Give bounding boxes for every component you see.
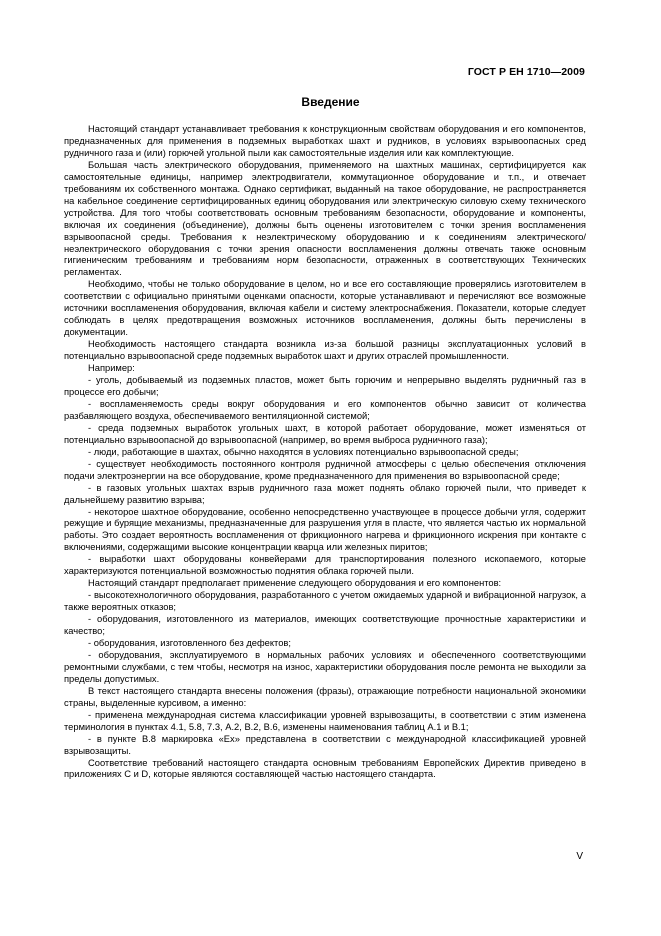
list-item: - люди, работающие в шахтах, обычно находятся в условиях потенциально взрывоопасной среды; [88,446,519,457]
section-title: Введение [301,95,360,109]
list-item: - применена международная система классификации уровней взрывозащиты, в соответствии с этим изменена терминология в пунктах 4.1, 5.8, 7.3, А.2, В.2, В.6, изменены наименования таблиц А.1 и В.1; [64,709,586,732]
paragraph: Настоящий стандарт предполагает применение следующего оборудования и его компонентов: [88,578,502,589]
paragraph: Настоящий стандарт устанавливает требования к конструкционным свойствам оборудования и его компонентов, предназначенных для применения в подземных выработках шахт и рудников, в условиях взрывоопасных сред рудничного газа и (или) горючей угольной пыли как самостоятельные изделия или как комплектующие. [64,124,586,158]
document-body [64,124,586,781]
list-item: - оборудования, эксплуатируемого в нормальных рабочих условиях и обеспеченного соответствующими ремонтными службами, с тем чтобы, несмотря на износ, характеристики оборудования после ремонта не выходили за пределы допустимых. [64,649,586,684]
list-item: - уголь, добываемый из подземных пластов, может быть горючим и непрерывно выделять рудничный газ в процессе его добычи; [64,375,586,397]
list-item: - оборудования, изготовленного из материалов, имеющих соответствующие прочностные характеристики и качество; [64,614,586,637]
list-item: - в газовых угольных шахтах взрыв рудничного газа может поднять облако горючей пыли, что приведет к дальнейшему развитию взрыва; [64,482,586,505]
paragraph: Например: [88,363,135,374]
list-item: - оборудования, изготовленного без дефектов; [88,637,291,648]
list-item: - высокотехнологичного оборудования, разработанного с учетом ожидаемых ударной и вибрационной нагрузок, а также вероятных отказов; [64,590,586,613]
standard-header: ГОСТ Р ЕН 1710—2009 [467,66,585,78]
paragraph: В текст настоящего стандарта внесены положения (фразы), отражающие потребности национальной экономики страны, выделенные курсивом, а именно: [64,685,586,708]
list-item: - существует необходимость постоянного контроля рудничной атмосферы с целью обеспечения отключения подачи электроэнергии на все оборудование, кроме предназначенного для применения во взрывоопасной среде; [64,458,586,481]
list-item: - некоторое шахтное оборудование, особенно непосредственно участвующее в процессе добычи угля, содержит режущие и бурящие механизмы, предназначенные для разрушения угля в пласте, что является частью их нормальной работы. Это создает вероятность воспламенения от фрикционного нагрева и фрикционного искрения при контакте с включениями, содержащими высокие концентрации кварца или железных пиритов; [64,506,586,553]
paragraph: Необходимо, чтобы не только оборудование в целом, но и все его составляющие проверялись изготовителем в соответствии с официально принятыми оценками опасности, которые устанавливают и перечисляют все возможные источники воспламенения оборудования, включая кабели и систему электроснабжения. Показатели, которые следует соблюдать в целях предотвращения возможных источников воспламенения, должны быть перечислены в документации. [64,279,586,338]
page-number: V [576,851,583,862]
list-item: - воспламеняемость среды вокруг оборудования и его компонентов обычно зависит от количества разбавляющего воздуха, обеспечиваемого вентиляционной системой; [64,398,586,421]
paragraph: Соответствие требований настоящего стандарта основным требованиям Европейских Директив приведено в приложениях С и D, которые являются составляющей частью настоящего стандарта. [64,757,586,780]
paragraph: Необходимость настоящего стандарта возникла из-за большой разницы эксплуатационных условий в потенциально взрывоопасной среде подземных выработок шахт и других отраслей промышленности. [64,339,586,362]
list-item: - среда подземных выработок угольных шахт, в которой работает оборудование, может изменяться от потенциально взрывоопасной до взрывоопасной (например, во время выброса рудничного газа); [64,422,586,445]
paragraph: Большая часть электрического оборудования, применяемого на шахтных машинах, сертифицируется как самостоятельные единицы, например электродвигатели, коммутационное оборудование и т.п., и отвечает требованиям их собственного монтажа. Однако сертификат, выданный на такое оборудование, не распространяется на кабельное соединение сертифицированных единиц оборудования или электрическую силовую схему технического устройства. Для того чтобы соответствовать основным требованиям безопасности, оборудование и компоненты, включая их соединения (объединение), должны быть оценены изготовителем с точки зрения воспламенения взрывоопасной среды. Требования к неэлектрическому оборудованию и к соединениям электрического/неэлектрического оборудования с точки зрения опасности воспламенения должны отвечать также основным гигиеническим требованиям и требованиям норм безопасности, отраженных в соответствующих Технических регламентах. [64,159,586,278]
list-item: - в пункте В.8 маркировка «Ex» представлена в соответствии с международной классификацией уровней взрывозащиты. [64,733,586,756]
list-item: - выработки шахт оборудованы конвейерами для транспортирования полезного ископаемого, которые характеризуются потенциальной возможностью поднятия облака горючей пыли. [64,554,586,577]
